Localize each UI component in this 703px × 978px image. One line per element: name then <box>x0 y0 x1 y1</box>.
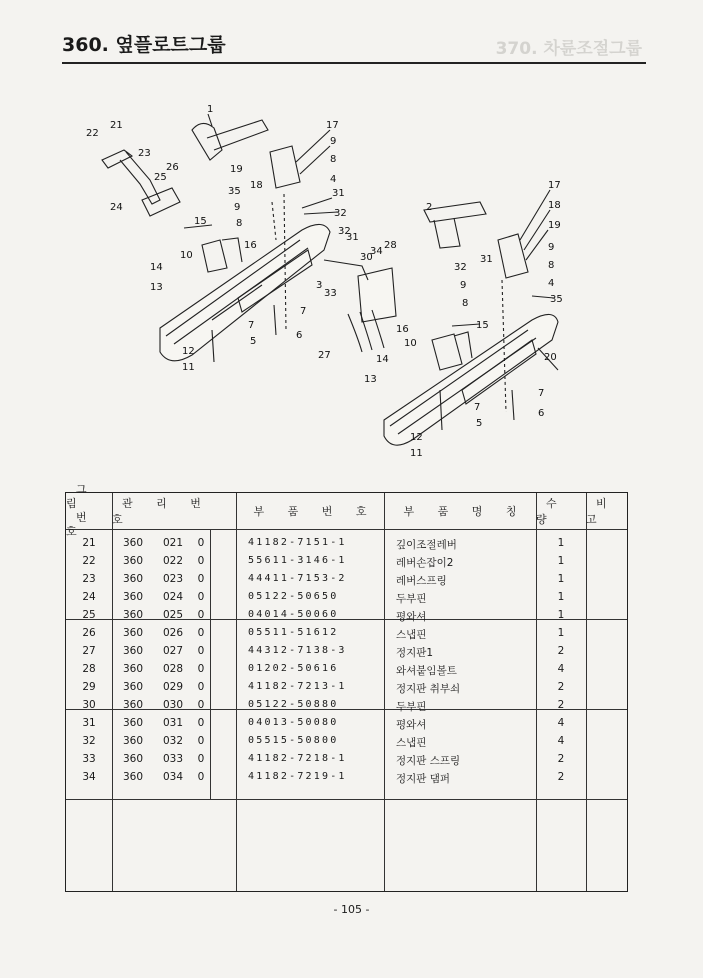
group-cell: 360 <box>122 537 144 549</box>
part-no-cell: 01202-50616 <box>248 663 339 674</box>
svg-text:16: 16 <box>244 240 257 251</box>
svg-text:12: 12 <box>410 432 423 443</box>
svg-text:12: 12 <box>182 346 195 357</box>
group-cell: 360 <box>122 681 144 693</box>
svg-text:19: 19 <box>548 220 561 231</box>
part-name-cell: 정지판1 <box>396 647 434 659</box>
left-callouts <box>86 104 397 373</box>
sub-cell: 0 <box>197 753 205 765</box>
sub-cell: 0 <box>197 573 205 585</box>
group-cell: 360 <box>122 753 144 765</box>
svg-text:11: 11 <box>182 362 195 373</box>
figure-no-cell: 25 <box>82 609 96 621</box>
sub-cell: 0 <box>197 537 205 549</box>
part-no-cell: 41182-7218-1 <box>248 753 347 764</box>
group-cell: 360 <box>122 591 144 603</box>
svg-text:2: 2 <box>426 202 433 213</box>
table-row <box>66 553 627 571</box>
svg-text:14: 14 <box>150 262 163 273</box>
part-name-cell: 레버손잡이2 <box>396 557 454 569</box>
figure-no-cell: 30 <box>82 699 96 711</box>
svg-text:5: 5 <box>250 336 257 347</box>
table-row <box>66 733 627 751</box>
svg-text:32: 32 <box>338 226 351 237</box>
part-name-cell: 레버스프링 <box>396 575 447 587</box>
svg-text:32: 32 <box>454 262 467 273</box>
figure-no-cell: 29 <box>82 681 96 693</box>
svg-text:7: 7 <box>300 306 307 317</box>
figure-no-cell: 22 <box>82 555 96 567</box>
qty-cell: 2 <box>557 699 565 711</box>
table-row <box>66 715 627 733</box>
svg-text:14: 14 <box>376 354 389 365</box>
seq-cell: 034 <box>162 771 184 783</box>
group-cell: 360 <box>122 609 144 621</box>
group-cell: 360 <box>122 699 144 711</box>
svg-text:9: 9 <box>234 202 241 213</box>
qty-cell: 4 <box>557 663 565 675</box>
table-row <box>66 571 627 589</box>
svg-text:15: 15 <box>476 320 489 331</box>
svg-text:8: 8 <box>236 218 243 229</box>
parts-table <box>65 483 628 892</box>
svg-text:30: 30 <box>360 252 373 263</box>
svg-text:25: 25 <box>154 172 167 183</box>
qty-cell: 4 <box>557 735 565 747</box>
table-row <box>66 661 627 679</box>
table-row <box>66 607 627 625</box>
qty-cell: 2 <box>557 681 565 693</box>
figure-no-cell: 34 <box>82 771 96 783</box>
part-no-cell: 05122-50650 <box>248 591 339 602</box>
qty-cell: 1 <box>557 609 565 621</box>
part-no-cell: 04014-50060 <box>248 609 339 620</box>
figure-no-cell: 33 <box>82 753 96 765</box>
svg-text:7: 7 <box>538 388 545 399</box>
part-name-cell: 스냅핀 <box>396 629 427 641</box>
seq-cell: 021 <box>162 537 184 549</box>
svg-text:7: 7 <box>474 402 481 413</box>
svg-text:26: 26 <box>166 162 179 173</box>
seq-cell: 025 <box>162 609 184 621</box>
sub-cell: 0 <box>197 699 205 711</box>
page-number: - 105 - <box>333 903 370 916</box>
svg-text:23: 23 <box>138 148 151 159</box>
qty-cell: 1 <box>557 627 565 639</box>
part-name-cell: 두부핀 <box>396 593 427 605</box>
seq-cell: 033 <box>162 753 184 765</box>
figure-no-cell: 26 <box>82 627 96 639</box>
part-name-cell: 스냅핀 <box>396 737 427 749</box>
svg-text:9: 9 <box>330 136 337 147</box>
svg-text:35: 35 <box>228 186 241 197</box>
seq-cell: 027 <box>162 645 184 657</box>
svg-text:4: 4 <box>330 174 337 185</box>
part-name-cell: 정지판 댐퍼 <box>396 773 451 785</box>
svg-text:17: 17 <box>326 120 339 131</box>
seq-cell: 022 <box>162 555 184 567</box>
svg-text:27: 27 <box>318 350 331 361</box>
header-mgmt-no: 관 리 번 호 <box>112 497 211 526</box>
seq-cell: 031 <box>162 717 184 729</box>
page-header <box>62 28 646 64</box>
table-row <box>66 751 627 769</box>
svg-text:5: 5 <box>476 418 483 429</box>
part-no-cell: 41182-7213-1 <box>248 681 347 692</box>
qty-cell: 1 <box>557 537 565 549</box>
seq-cell: 024 <box>162 591 184 603</box>
svg-text:9: 9 <box>460 280 467 291</box>
part-no-cell: 04013-50080 <box>248 717 339 728</box>
svg-text:28: 28 <box>384 240 397 251</box>
svg-text:18: 18 <box>250 180 263 191</box>
group-cell: 360 <box>122 645 144 657</box>
part-name-cell: 두부핀 <box>396 701 427 713</box>
table-row <box>66 589 627 607</box>
svg-text:6: 6 <box>296 330 303 341</box>
svg-text:33: 33 <box>324 288 337 299</box>
header-remarks: 비 고 <box>586 497 617 526</box>
svg-text:21: 21 <box>110 120 123 131</box>
table-row <box>66 769 627 787</box>
sub-cell: 0 <box>197 627 205 639</box>
part-name-cell: 깊이조절레버 <box>396 539 457 551</box>
group-cell: 360 <box>122 735 144 747</box>
figure-no-cell: 28 <box>82 663 96 675</box>
svg-text:35: 35 <box>550 294 563 305</box>
figure-no-cell: 27 <box>82 645 96 657</box>
part-no-cell: 05515-50800 <box>248 735 339 746</box>
sub-cell: 0 <box>197 717 205 729</box>
part-name-cell: 와셔붙임볼트 <box>396 665 457 677</box>
svg-text:1: 1 <box>207 104 214 115</box>
sub-cell: 0 <box>197 663 205 675</box>
sub-cell: 0 <box>197 591 205 603</box>
group-cell: 360 <box>122 663 144 675</box>
svg-text:6: 6 <box>538 408 545 419</box>
svg-text:31: 31 <box>346 232 359 243</box>
part-name-cell: 정지판 스프링 <box>396 755 461 767</box>
bleed-through-title: 370. 차륜조절그룹 <box>495 39 642 59</box>
svg-text:32: 32 <box>334 208 347 219</box>
svg-text:31: 31 <box>480 254 493 265</box>
qty-cell: 2 <box>557 753 565 765</box>
exploded-parts-diagram <box>62 90 646 475</box>
svg-text:18: 18 <box>548 200 561 211</box>
svg-text:8: 8 <box>548 260 555 271</box>
part-no-cell: 41182-7219-1 <box>248 771 347 782</box>
qty-cell: 1 <box>557 591 565 603</box>
svg-text:9: 9 <box>548 242 555 253</box>
svg-text:8: 8 <box>462 298 469 309</box>
group-cell: 360 <box>122 555 144 567</box>
part-no-cell: 44312-7138-3 <box>248 645 347 656</box>
part-name-cell: 정지판 취부쇠 <box>396 683 461 695</box>
figure-no-cell: 32 <box>82 735 96 747</box>
svg-text:10: 10 <box>404 338 417 349</box>
header-figure-no-top: 그 림 <box>66 483 95 510</box>
svg-text:10: 10 <box>180 250 193 261</box>
qty-cell: 4 <box>557 717 565 729</box>
page-title: 360. 옆플로트그룹 <box>62 34 226 56</box>
svg-text:22: 22 <box>86 128 99 139</box>
sub-cell: 0 <box>197 609 205 621</box>
qty-cell: 1 <box>557 573 565 585</box>
part-no-cell: 55611-3146-1 <box>248 555 347 566</box>
svg-text:13: 13 <box>150 282 163 293</box>
group-cell: 360 <box>122 717 144 729</box>
table-row <box>66 697 627 715</box>
svg-text:8: 8 <box>330 154 337 165</box>
svg-text:20: 20 <box>544 352 557 363</box>
part-no-cell: 44411-7153-2 <box>248 573 347 584</box>
svg-text:31: 31 <box>332 188 345 199</box>
seq-cell: 026 <box>162 627 184 639</box>
diagram-drawing <box>62 90 646 475</box>
svg-text:17: 17 <box>548 180 561 191</box>
seq-cell: 030 <box>162 699 184 711</box>
figure-no-cell: 31 <box>82 717 96 729</box>
svg-text:19: 19 <box>230 164 243 175</box>
qty-cell: 2 <box>557 645 565 657</box>
seq-cell: 028 <box>162 663 184 675</box>
figure-no-cell: 24 <box>82 591 96 603</box>
svg-text:24: 24 <box>110 202 123 213</box>
part-name-cell: 평와셔 <box>396 719 427 731</box>
seq-cell: 029 <box>162 681 184 693</box>
part-name-cell: 평와셔 <box>396 611 427 623</box>
svg-text:7: 7 <box>248 320 255 331</box>
table-row <box>66 625 627 643</box>
part-no-cell: 05122-50880 <box>248 699 339 710</box>
sub-cell: 0 <box>197 735 205 747</box>
sub-cell: 0 <box>197 771 205 783</box>
sub-cell: 0 <box>197 681 205 693</box>
seq-cell: 032 <box>162 735 184 747</box>
qty-cell: 1 <box>557 555 565 567</box>
qty-cell: 2 <box>557 771 565 783</box>
svg-text:13: 13 <box>364 374 377 385</box>
seq-cell: 023 <box>162 573 184 585</box>
header-qty: 수 량 <box>536 497 567 526</box>
svg-text:3: 3 <box>316 280 323 291</box>
header-figure-no-bottom: 번 호 <box>66 511 95 538</box>
table-row <box>66 643 627 661</box>
svg-text:11: 11 <box>410 448 423 459</box>
group-cell: 360 <box>122 771 144 783</box>
header-part-no: 부 품 번 호 <box>253 505 377 518</box>
table-row <box>66 679 627 697</box>
svg-text:16: 16 <box>396 324 409 335</box>
sub-cell: 0 <box>197 645 205 657</box>
figure-no-cell: 21 <box>82 537 96 549</box>
svg-text:4: 4 <box>548 278 555 289</box>
figure-no-cell: 23 <box>82 573 96 585</box>
group-cell: 360 <box>122 627 144 639</box>
table-row <box>66 535 627 553</box>
part-no-cell: 05511-51612 <box>248 627 339 638</box>
group-cell: 360 <box>122 573 144 585</box>
part-no-cell: 41182-7151-1 <box>248 537 347 548</box>
sub-cell: 0 <box>197 555 205 567</box>
header-part-name: 부 품 명 칭 <box>403 505 527 518</box>
svg-text:34: 34 <box>370 246 383 257</box>
svg-text:15: 15 <box>194 216 207 227</box>
header-figure-no <box>66 483 112 538</box>
